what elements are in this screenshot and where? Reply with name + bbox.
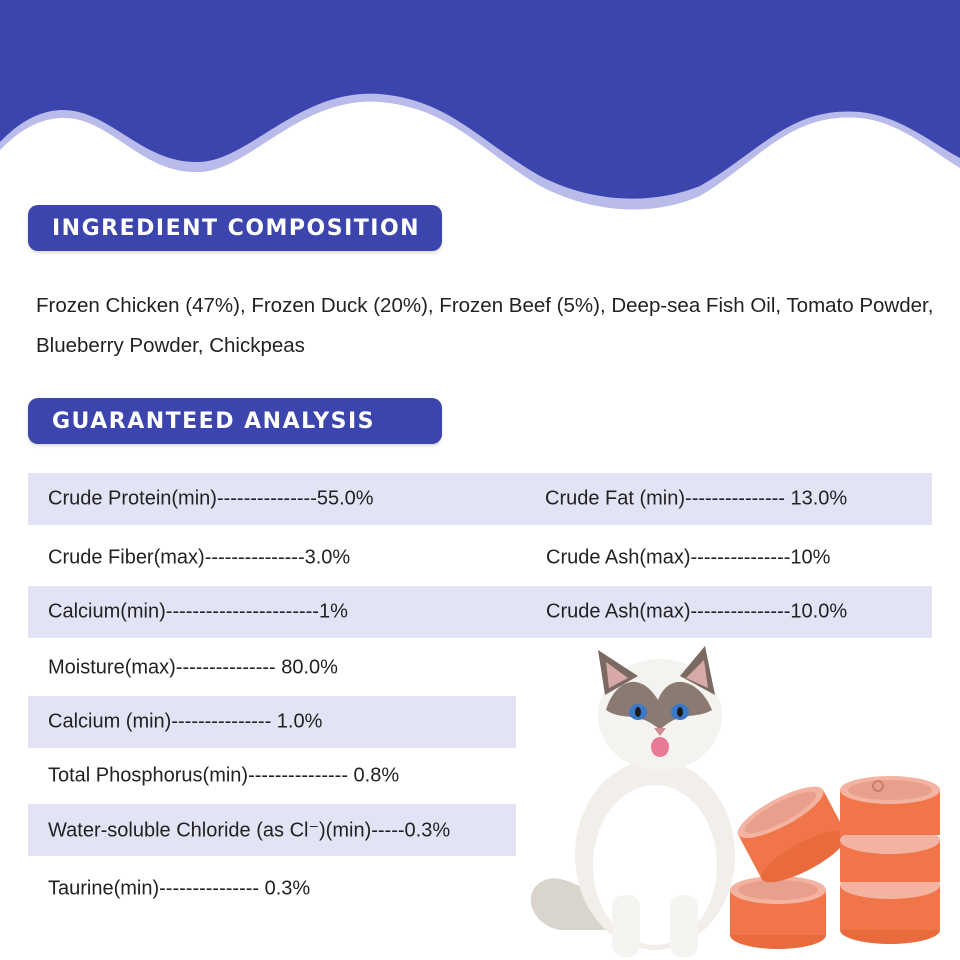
- guaranteed-analysis-heading: [28, 398, 442, 444]
- analysis-right-value: Crude Fat (min)--------------- 13.0%: [545, 487, 848, 510]
- guaranteed-analysis-title: GUARANTEED ANALYSIS: [52, 408, 375, 434]
- ingredient-composition-title: INGREDIENT COMPOSITION: [52, 215, 421, 241]
- analysis-left-value: Calcium (min)--------------- 1.0%: [48, 710, 323, 733]
- header-wave: [0, 0, 960, 220]
- analysis-row: [28, 804, 516, 856]
- analysis-left-value: Total Phosphorus(min)--------------- 0.8%: [48, 764, 400, 787]
- analysis-right-value: Crude Ash(max)---------------10.0%: [546, 600, 848, 623]
- analysis-left-value: Crude Fiber(max)---------------3.0%: [48, 546, 351, 569]
- analysis-left-value: Taurine(min)--------------- 0.3%: [48, 877, 311, 900]
- ingredient-composition-heading: [28, 205, 442, 251]
- analysis-left-value: Crude Protein(min)---------------55.0%: [48, 487, 374, 510]
- analysis-row: [28, 642, 516, 694]
- analysis-left-value: Calcium(min)-----------------------1%: [48, 600, 348, 623]
- analysis-row: [28, 750, 516, 802]
- cat-icon: [531, 646, 735, 957]
- analysis-row: [28, 863, 516, 915]
- analysis-row: [28, 696, 516, 748]
- analysis-right-value: Crude Ash(max)---------------10%: [546, 546, 831, 569]
- product-illustration: [520, 640, 960, 960]
- analysis-row: [28, 586, 932, 638]
- analysis-row: [28, 532, 932, 584]
- analysis-row: [28, 473, 932, 525]
- food-can-icon: [730, 776, 940, 949]
- analysis-left-value: Water-soluble Chloride (as Cl⁻)(min)-----0.3%: [48, 819, 451, 842]
- ingredients-list: Frozen Chicken (47%), Frozen Duck (20%), Frozen Beef (5%), Deep-sea Fish Oil, Tomato Powder, Blueberry Powder, Chickpeas: [36, 294, 934, 357]
- analysis-left-value: Moisture(max)--------------- 80.0%: [48, 656, 338, 679]
